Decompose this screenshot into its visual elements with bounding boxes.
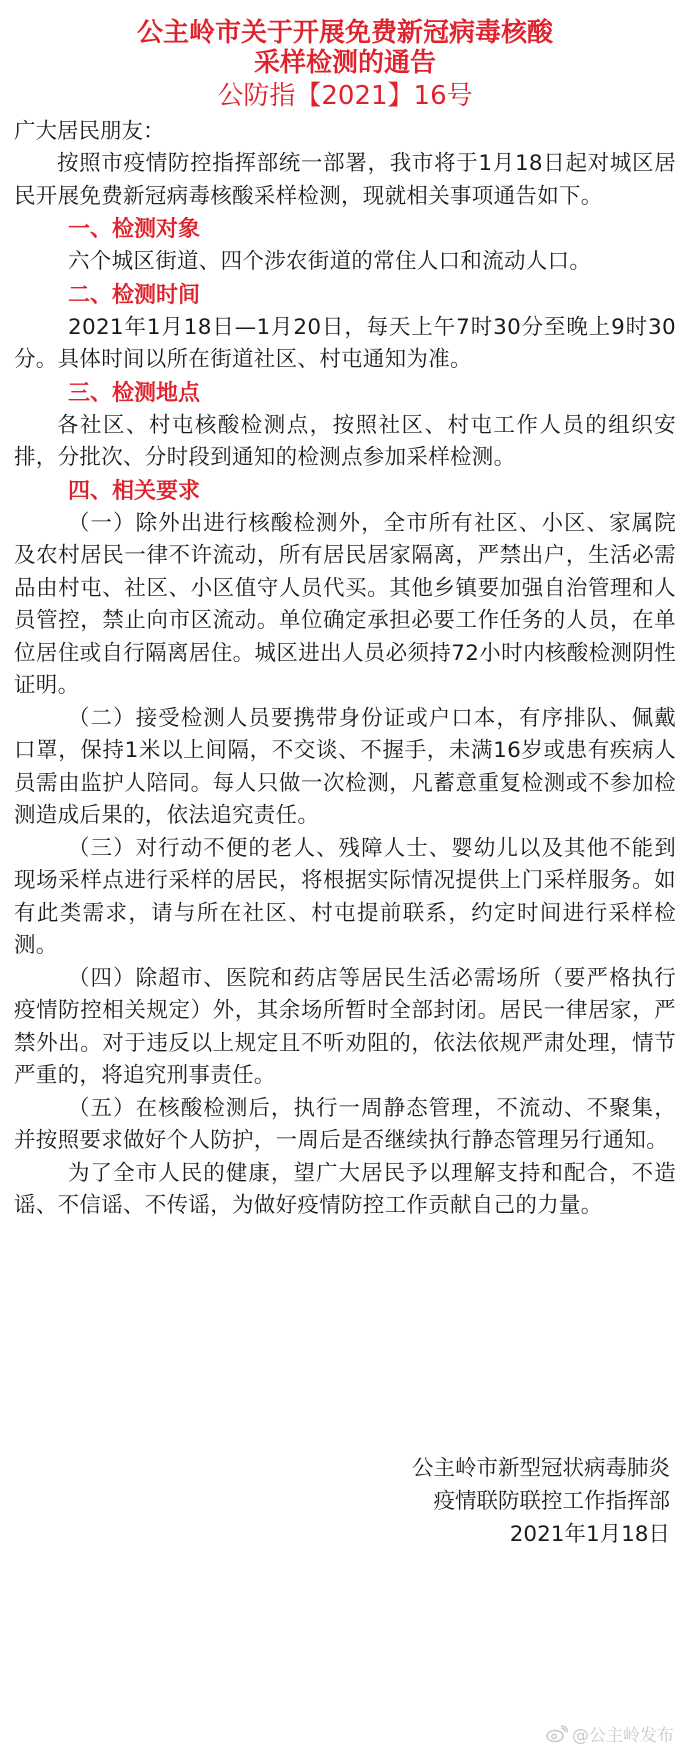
intro-paragraph: 按照市疫情防控指挥部统一部署，我市将于1月18日起对城区居民开展免费新冠病毒核酸采样检测，现就相关事项通告如下。 (14, 151, 676, 209)
section-heading-targets: 一、检测对象 (68, 217, 201, 242)
signature-org-line1: 公主岭市新型冠状病毒肺炎 (411, 1456, 670, 1481)
section-heading-time: 二、检测时间 (68, 282, 201, 308)
weibo-icon (546, 1725, 568, 1743)
requirement-item-2: （二）接受检测人员要携带身份证或户口本，有序排队、佩戴口罩，保持1米以上间隔，不交谈、不握手，未满16岁或患有疾病人员需由监护人陪同。每人只做一次检测，凡蓄意重复检测或不参加检测造成后果的，依法追究责任。 (14, 705, 676, 828)
requirement-item-1: （一）除外出进行核酸检测外，全市所有社区、小区、家属院及农村居民一律不许流动，所有居民居家隔离，严禁出户，生活必需品由村屯、社区、小区值守人员代买。其他乡镇要加强自治管理和人员管控，禁止向市区流动。单位确定承担必要工作任务的人员，在单位居住或自行隔离居住。城区进出人员必须持72小时内核酸检测阴性证明。 (14, 510, 676, 698)
section-heading-location: 三、检测地点 (68, 380, 201, 406)
weibo-watermark (546, 1721, 674, 1746)
closing-paragraph: 为了全市人民的健康，望广大居民予以理解支持和配合，不造谣、不信谣、不传谣，为做好疫情防控工作贡献自己的力量。 (14, 1160, 676, 1218)
section-text-time: 2021年1月18日—1月20日，每天上午7时30分至晚上9时30分。具体时间以所在街道社区、村屯通知为准。 (14, 314, 676, 372)
watermark-text: @公主岭发布 (572, 1726, 674, 1746)
requirement-item-4: （四）除超市、医院和药店等居民生活必需场所（要严格执行疫情防控相关规定）外，其余场所暂时全部封闭。居民一律居家，严禁外出。对于违反以上规定且不听劝阻的，依法依规严肃处理，情节严重的，将追究刑事责任。 (14, 965, 676, 1088)
section-text-targets: 六个城区街道、四个涉农街道的常住人口和流动人口。 (68, 249, 592, 274)
signature-date: 2021年1月18日 (509, 1522, 670, 1547)
signature-block (412, 1452, 670, 1551)
notice-title-line1: 公主岭市关于开展免费新冠病毒核酸 (136, 18, 553, 48)
section-text-location: 各社区、村屯核酸检测点，按照社区、村屯工作人员的组织安排，分批次、分时段到通知的检测点参加采样检测。 (14, 412, 676, 470)
notice-title-line2: 采样检测的通告 (253, 48, 436, 78)
section-heading-requirements: 四、相关要求 (68, 478, 201, 504)
requirement-item-3: （三）对行动不便的老人、残障人士、婴幼儿以及其他不能到现场采样点进行采样的居民，将根据实际情况提供上门采样服务。如有此类需求，请与所在社区、村屯提前联系，约定时间进行采样检测。 (14, 835, 676, 958)
signature-org-line2: 疫情联防联控工作指挥部 (433, 1489, 670, 1514)
requirement-item-5: （五）在核酸检测后，执行一周静态管理，不流动、不聚集，并按照要求做好个人防护，一周后是否继续执行静态管理另行通知。 (14, 1095, 676, 1153)
document-number: 公防指【2021】16号 (217, 81, 473, 111)
salutation: 广大居民朋友： (14, 119, 165, 144)
